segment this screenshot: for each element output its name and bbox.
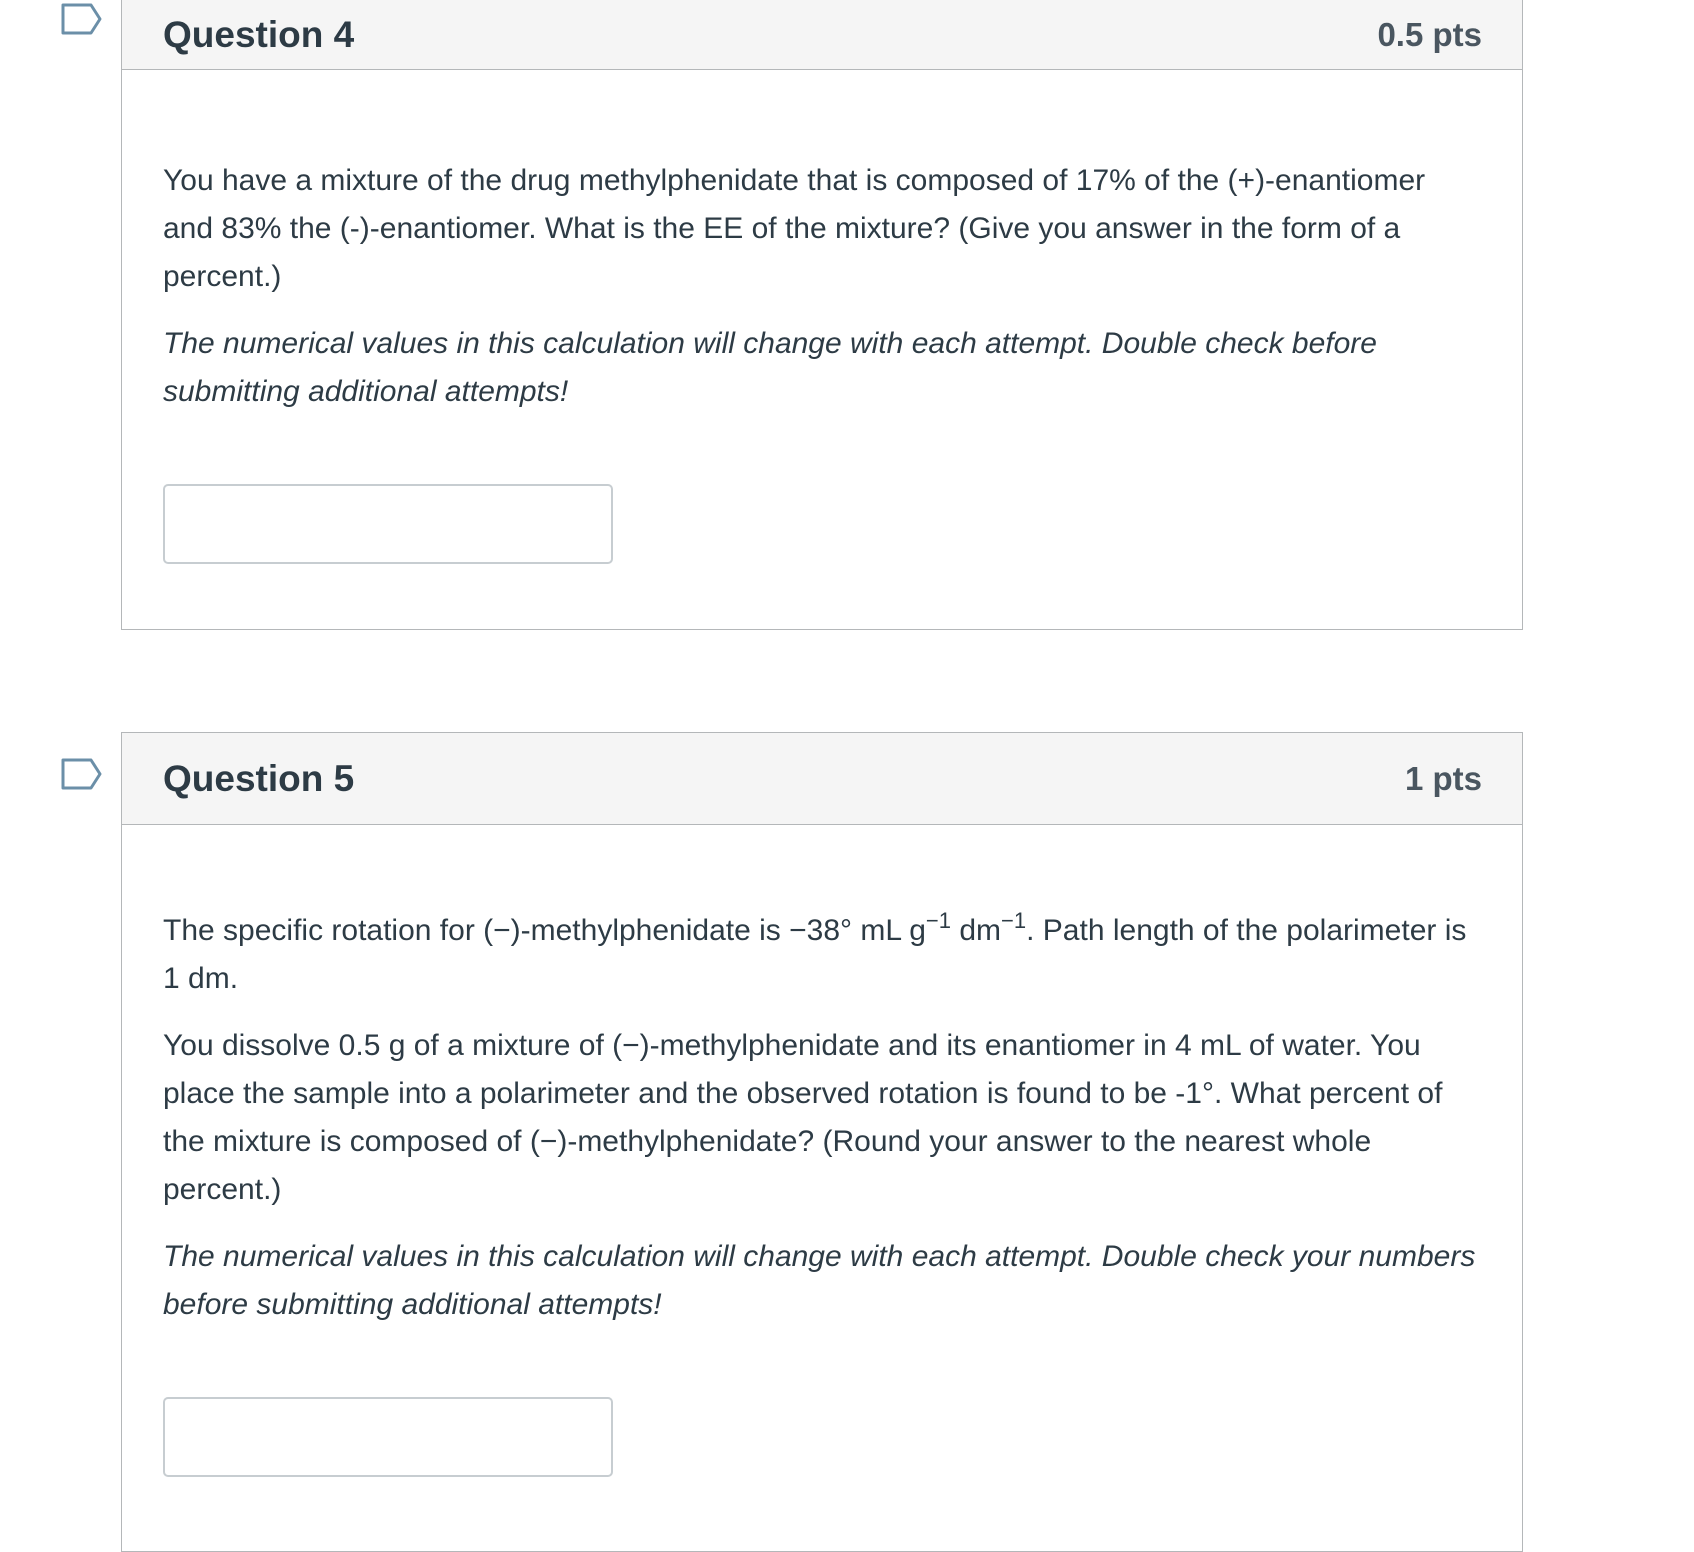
question-4-points: 0.5 pts (1377, 16, 1482, 53)
question-4-text: You have a mixture of the drug methylphenidate that is composed of 17% of the (+)-enantiomer and 83% the (-)-enantiomer. What is the EE of the mixture? (Give you answer in the form of a percent.) (163, 164, 1426, 293)
question-5-body (122, 907, 1522, 1477)
question-5-answer-input[interactable] (163, 1397, 613, 1477)
question-4-card (121, 0, 1523, 630)
question-5-card (121, 732, 1523, 1552)
question-4-header (122, 0, 1522, 70)
flag-question-5-icon[interactable] (60, 757, 104, 791)
question-5-header (122, 733, 1522, 825)
question-5-note: The numerical values in this calculation will change with each attempt. Double check your numbers before submitting additional attempts! (163, 1240, 1476, 1321)
superscript-exponent: −1 (925, 908, 952, 933)
question-4-title: Question 4 (163, 14, 355, 55)
question-4-body (122, 157, 1522, 564)
question-5-rotation-text: The specific rotation for (−)-methylphenidate is −38° mL $g^{-1}$ $dm^{-1}$. Path length of the polarimeter is 1 dm. (163, 908, 1467, 995)
flag-question-4-icon[interactable] (60, 2, 104, 36)
question-5-points: 1 pts (1404, 759, 1482, 797)
superscript-exponent: −1 (1001, 908, 1027, 933)
question-4-note: The numerical values in this calculation will change with each attempt. Double check before submitting additional attempts! (163, 327, 1377, 408)
question-5-title: Question 5 (163, 757, 355, 799)
question-4-answer-input[interactable] (163, 484, 613, 564)
question-5-text: You dissolve 0.5 g of a mixture of (−)-methylphenidate and its enantiomer in 4 mL of water. You place the sample into a polarimeter and the observed rotation is found to be -1°. What percent of the mixture is composed of (−)-methylphenidate? (Round your answer to the nearest whole percent.) (163, 1029, 1443, 1206)
